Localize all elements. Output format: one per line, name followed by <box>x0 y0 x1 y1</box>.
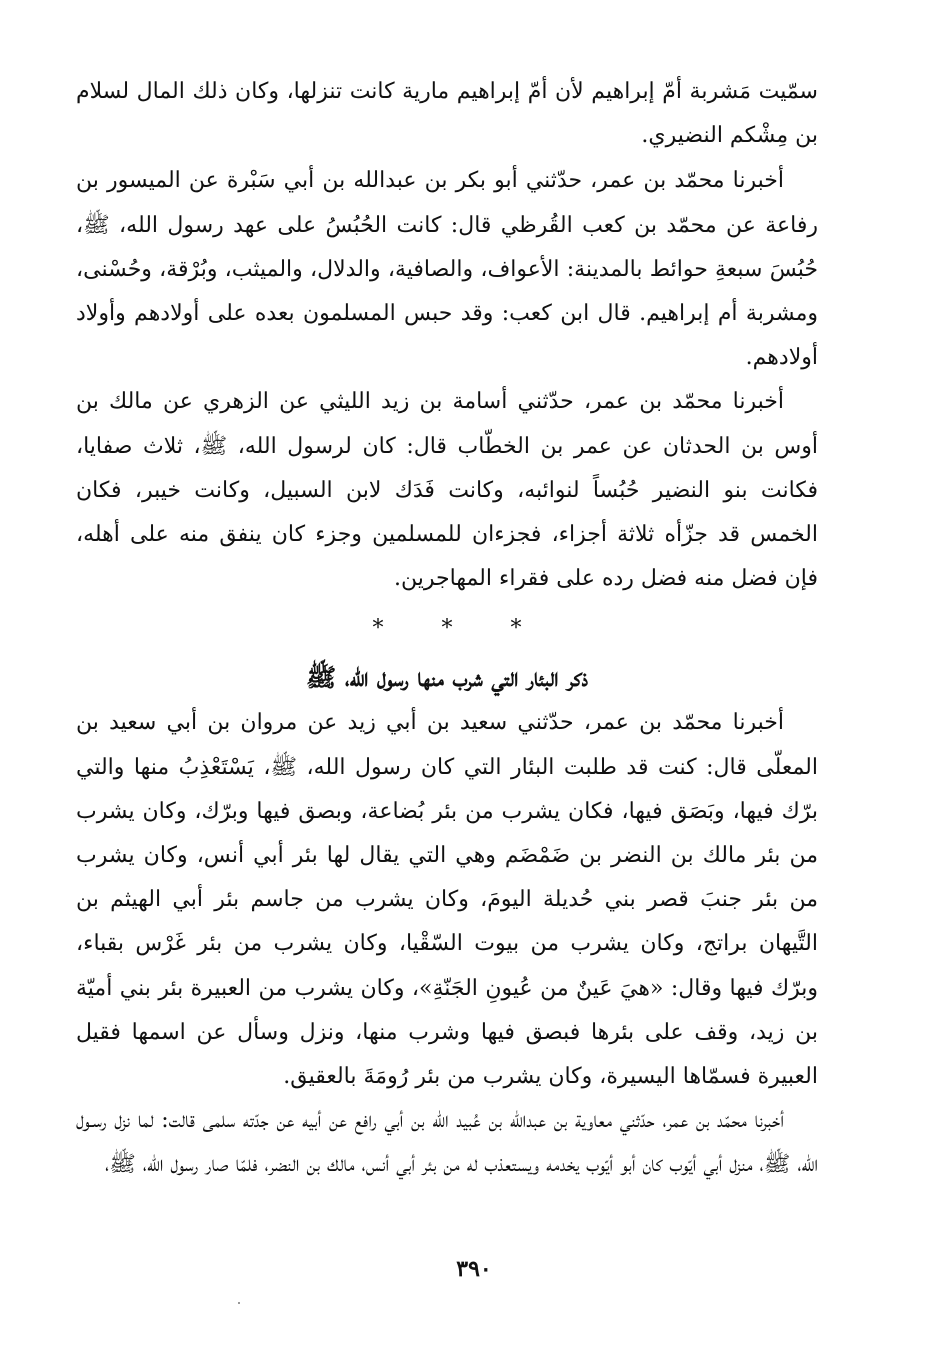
page-number: ٣٩٠ <box>456 1256 492 1282</box>
section-heading: ذكر البئار التي شرب منها رسول الله، ﷺ <box>305 663 588 693</box>
page-body <box>76 70 818 1188</box>
paragraph-abu-ayyub: أخبرنا محمّد بن عمر، حدّثني معاوية بن عبدالله بن عُبيد الله بن أبي رافع عن أبيه عن جدّته سلمى قالت: لما نزل رسـول الله، ﷺ، منزل أبي أيّوب كان أبو أيّوب يخدمه ويستعذب له من بئر أبي أنس، مالك بن النضر، فلمّا صار رسول الله، ﷺ، <box>76 1108 818 1178</box>
paragraph-safaya: أخبرنا محمّد بن عمر، حدّثني أسامة بن زيد الليثي عن الزهري عن مالك بن أوس بن الحدثان عن عمر بن الخطّاب قال: كان لرسول الله، ﷺ، ثلاث صفايا، فكانت بنو النضير حُبُساً لنوائبه، وكانت فَدَك لابن السبيل، وكانت خيبر، فكان الخمس قد جزّأه ثلاثة أجزاء، فجزءان للمسلمين وجزء كان ينفق منه على أهله، فإن فضل منه فضل رده على فقراء المهاجرين. <box>76 389 818 592</box>
section-separator <box>76 609 818 649</box>
paragraph-mashraba: سمّيت مَشربة أمّ إبراهيم لأن أمّ إبراهيم مارية كانت تنزلها، وكان ذلك المال لسلام بن مِشْكم النضيري. <box>76 79 818 149</box>
separator-asterisk: * <box>441 616 453 642</box>
scan-speck <box>238 1302 240 1304</box>
separator-asterisk: * <box>510 616 522 642</box>
paragraph-wells: أخبرنا محمّد بن عمر، حدّثني سعيد بن أبي زيد عن مروان بن أبي سعيد بن المعلّى قال: كنت قد طلبت البئار التي كان رسول الله، ﷺ، يَسْتَعْذِبُ منها والتي برّك فيها، وبَصَق فيها، فكان يشرب من بئر بُضاعة، وبصق فيها وبرّك، وكان يشرب من بئر مالك بن النضر بن ضَمْضَم وهي التي يقال لها بئر أبي أنس، وكان يشرب من بئر جنبَ قصر بني حُديلة اليومَ، وكان يشرب من جاسم بئر أبي الهيثم بن التَّيهان براتج، وكان يشرب من بيوت السّقْيا، وكان يشرب من بئر غَرْس بقباء، وبرّك فيها وقال: «هيَ عَينٌ من عُيونِ الجَنّةِ»، وكان يشرب من العبيرة بئر بني أميّة بن زيد، وقف على بئرها فبصق فيها وشرب منها، ونزل وسأل عن اسمها فقيل العبيرة فسمّاها اليسيرة، وكان يشرب من بئر رُومَةَ بالعقيق. <box>76 710 818 1090</box>
separator-asterisk: * <box>372 616 384 642</box>
paragraph-hubus: أخبرنا محمّد بن عمر، حدّثني أبو بكر بن عبدالله بن أبي سَبْرة عن الميسور بن رفاعة عن محمّد بن كعب القُرظي قال: كانت الحُبُسُ على عهد رسول الله، ﷺ، حُبُسَ سبعةِ حوائط بالمدينة: الأعواف، والصافية، والدلال، والميثب، وبُرْقة، وحُسْنى، ومشربة أم إبراهيم. قال ابن كعب: وقد حبس المسلمون بعده على أولادهم وأولاد أولادهم. <box>76 168 818 371</box>
